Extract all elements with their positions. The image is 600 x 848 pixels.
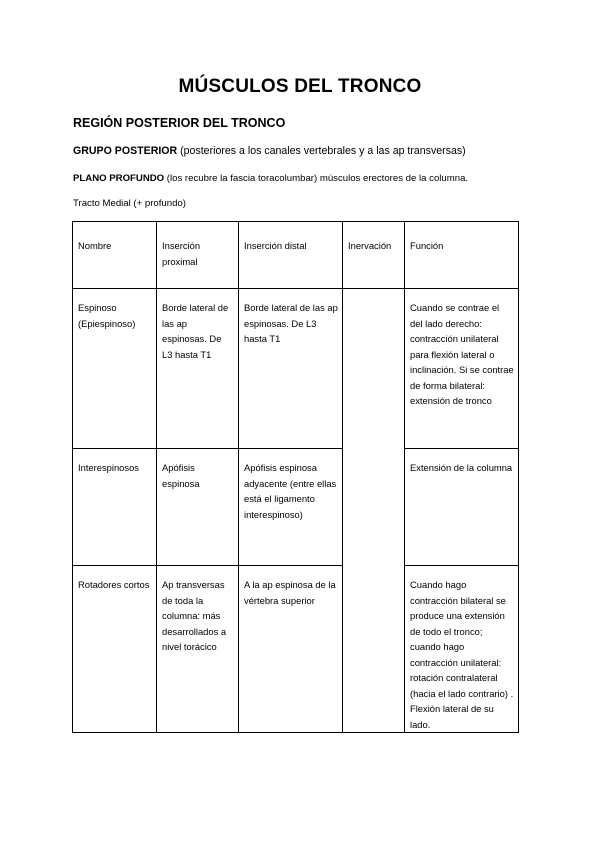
cell-funcion: Cuando hago contracción bilateral se produce una extensión de todo el tronco; cuando hago contracción unilateral: rotación contralateral (hacia el lado contrario) . Flexión lateral de su lado. [405,566,519,733]
table-row [73,449,519,566]
header-nombre: Nombre [73,222,157,289]
plane-line [73,173,468,184]
header-inervacion: Inervación [343,222,405,289]
page-title: MÚSCULOS DEL TRONCO [178,76,422,97]
table-row [73,289,519,449]
cell-nombre: Interespinosos [73,449,157,566]
header-insercion-proximal: Inserción proximal [157,222,239,289]
cell-insercion-distal: A la ap espinosa de la vértebra superior [239,566,343,733]
header-funcion: Función [405,222,519,289]
cell-insercion-proximal: Ap transversas de toda la columna: más desarrollados a nivel torácico [157,566,239,733]
cell-insercion-distal: Borde lateral de las ap espinosas. De L3 hasta T1 [239,289,343,449]
group-description: (posteriores a los canales vertebrales y a las ap transversas) [177,145,466,157]
header-insercion-distal: Inserción distal [239,222,343,289]
plane-description: (los recubre la fascia toracolumbar) músculos erectores de la columna. [164,173,469,184]
cell-funcion: Cuando se contrae el del lado derecho: contracción unilateral para flexión lateral o inclinación. Si se contrae de forma bilateral: extensión de tronco [405,289,519,449]
cell-insercion-proximal: Apófisis espinosa [157,449,239,566]
table-header-row [73,222,519,289]
table-row [73,566,519,733]
cell-funcion: Extensión de la columna [405,449,519,566]
section-heading: REGIÓN POSTERIOR DEL TRONCO [73,116,286,130]
cell-nombre: Espinoso (Epiespinoso) [73,289,157,449]
cell-insercion-distal: Apófisis espinosa adyacente (entre ellas está el ligamento interespinoso) [239,449,343,566]
muscles-table [72,221,519,733]
plane-label: PLANO PROFUNDO [73,173,165,184]
cell-inervacion [343,289,405,733]
cell-nombre: Rotadores cortos [73,566,157,733]
cell-insercion-proximal: Borde lateral de las ap espinosas. De L3 hasta T1 [157,289,239,449]
group-line [73,145,466,157]
group-label: GRUPO POSTERIOR [73,145,178,157]
tract-line: Tracto Medial (+ profundo) [73,198,186,209]
